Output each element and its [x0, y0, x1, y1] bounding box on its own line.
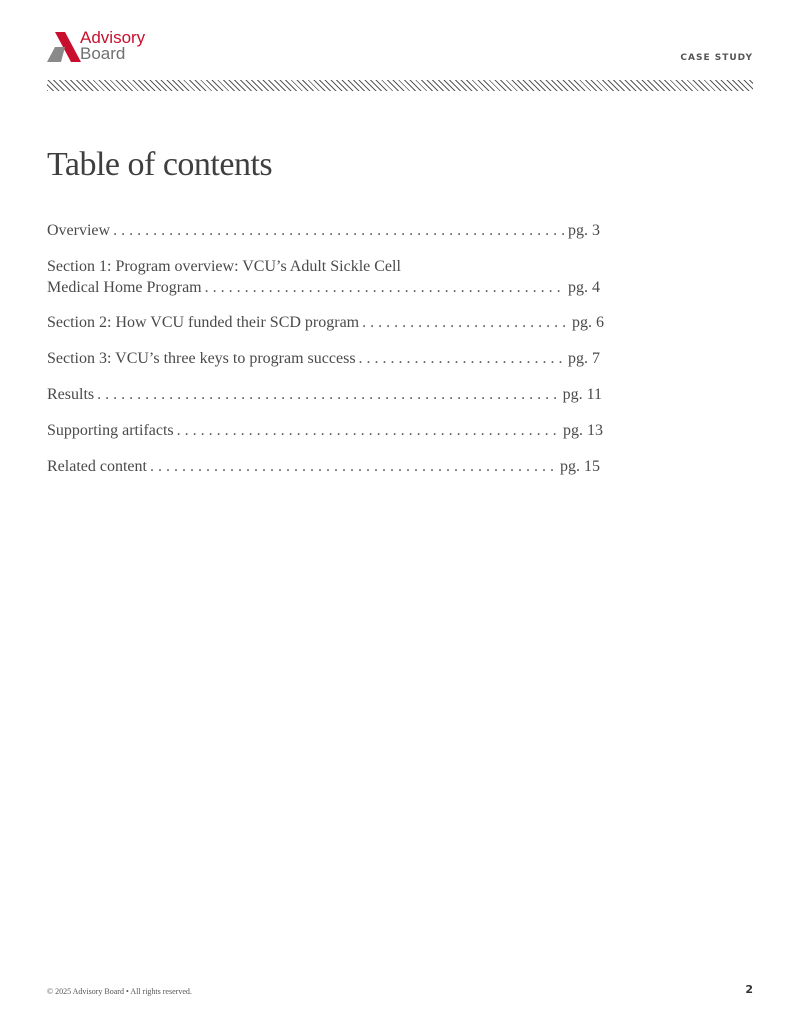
toc-entry-page: pg. 7 [568, 350, 600, 367]
toc-entry-label: Related content [47, 458, 147, 475]
toc-entry-supporting-artifacts[interactable] [47, 420, 603, 441]
toc-entry-page: pg. 6 [572, 314, 604, 331]
logo-line2: Board [80, 44, 126, 63]
toc-leader-dots [205, 277, 565, 298]
toc-entry-label-line1: Section 1: Program overview: VCU’s Adult Sickle Cell [47, 258, 401, 275]
toc-entry-label: Results [47, 386, 95, 403]
toc-entry-page: pg. 3 [568, 222, 600, 239]
advisory-board-logo [47, 28, 167, 64]
toc-entry-label: Medical Home Program [47, 279, 202, 296]
logo-line1: Advisory [80, 28, 146, 47]
toc-entry-section-1[interactable] [47, 256, 600, 298]
toc-entry-label: Section 2: How VCU funded their SCD program [47, 314, 360, 331]
toc-entry-label: Supporting artifacts [47, 422, 174, 439]
toc-entry-page: pg. 11 [562, 386, 602, 403]
toc-leader-dots [359, 348, 565, 369]
toc-leader-dots [150, 456, 557, 477]
logo-wordmark [80, 30, 145, 62]
toc-leader-dots [97, 384, 559, 405]
copyright-notice: © 2025 Advisory Board • All rights reserved. [47, 987, 192, 996]
page-title: Table of contents [47, 146, 273, 183]
toc-entry-overview[interactable] [47, 220, 600, 241]
toc-leader-dots [177, 420, 560, 441]
doc-type-label: CASE STUDY [680, 53, 753, 63]
toc-entry-page: pg. 13 [563, 422, 603, 439]
toc-entry-results[interactable] [47, 384, 602, 405]
toc-entry-label: Overview [47, 222, 111, 239]
toc-entry-section-2[interactable] [47, 312, 604, 333]
hatched-divider [47, 80, 753, 91]
page-number: 2 [745, 983, 753, 996]
toc-leader-dots [362, 312, 569, 333]
toc-leader-dots [113, 220, 565, 241]
toc-entry-label: Section 3: VCU’s three keys to program success [47, 350, 356, 367]
toc-entry-section-3[interactable] [47, 348, 600, 369]
toc-entry-page: pg. 15 [560, 458, 600, 475]
toc-entry-related-content[interactable] [47, 456, 600, 477]
toc-entry-page: pg. 4 [568, 279, 600, 296]
